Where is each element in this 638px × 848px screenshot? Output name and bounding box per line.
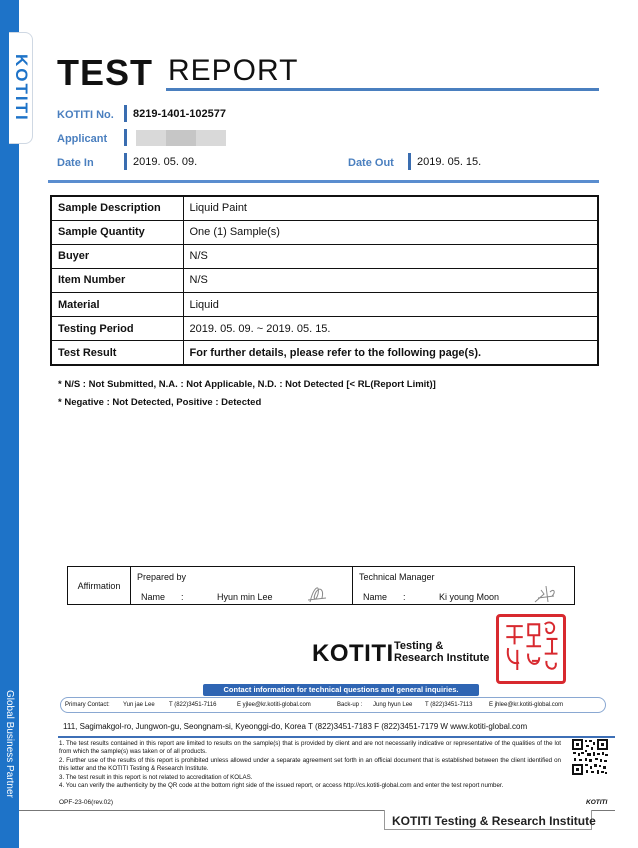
tech-signature [532,582,558,606]
table-row [51,293,598,317]
footnotes [59,740,561,790]
field-divider [124,153,127,170]
institute-line2: Research Institute [394,652,490,664]
backup-contact-label: Back-up : [337,702,363,708]
table-row [51,268,598,292]
footnote-1: 1. The test results contained in this report are limited to results on the sample(s) that is provided by client and are not necessarily indicative or representative of the qualities of the lot from which the sample(s) was taken or of all products. [59,740,561,756]
row-label: Test Result [51,341,183,365]
result-legend-note: * Negative : Not Detected, Positive : Detected [58,397,262,408]
footer-logo: KOTITI [586,799,608,806]
prepared-name-label: Name [141,591,166,602]
prepared-signature [306,582,328,606]
title-report: REPORT [168,54,299,87]
table-row [51,244,598,268]
applicant-redacted [136,130,226,146]
institute-address: 111, Sagimakgol-ro, Jungwon-gu, Seongnam-si, Kyeonggi-do, Korea T (822)3451-7183 F (822)3451-7179 W www.kotiti-global.com [63,722,528,731]
date-in-value: 2019. 05. 09. [133,156,198,168]
primary-contact-email: E yjlee@kr.kotiti-global.com [237,702,311,708]
primary-contact-name: Yun jae Lee [123,702,155,708]
row-value: N/S [183,268,598,292]
contact-banner: Contact information for technical questions and general inquiries. [203,684,479,696]
field-divider [124,129,127,146]
primary-contact-label: Primary Contact: [65,702,110,708]
table-row [51,341,598,365]
institute-brand: KOTITI [312,640,394,667]
prepared-by-label: Prepared by [131,567,353,585]
footnote-4: 4. You can verify the authenticity by the QR code at the bottom right side of the issued report, or access http://cs.kotiti-global.com and enter the test report number. [59,782,504,790]
sample-info-table [50,195,599,366]
abbreviation-note: * N/S : Not Submitted, N.A. : Not Applicable, N.D. : Not Detected [< RL(Report Limit)] [58,379,436,390]
row-value: One (1) Sample(s) [183,220,598,244]
footnote-3: 3. The test result in this report is not related to accreditation of KOLAS. [59,773,253,781]
row-value: N/S [183,244,598,268]
table-row [51,317,598,341]
title-underline [166,88,599,91]
applicant-label: Applicant [57,133,108,145]
tech-name-colon: : [403,591,406,602]
institute-line1: Testing & [394,640,444,652]
tech-manager-label: Technical Manager [353,567,575,585]
title-test: TEST [57,52,154,93]
date-out-label: Date Out [348,157,394,169]
form-number: OPF-23-06(rev.02) [59,799,114,806]
kotiti-no-label: KOTITI No. [57,109,114,121]
qr-code-icon[interactable] [571,738,609,776]
footer-rule [58,736,615,738]
row-label: Material [51,293,183,317]
backup-contact-email: E jhlee@kr.kotiti-global.com [489,702,564,708]
table-row [51,220,598,244]
row-value: For further details, please refer to the following page(s). [183,341,598,365]
header-rule [48,180,599,183]
footnote-2: 2. Further use of the results of this report is prohibited unless allowed under a separate agreement set forth in an official document that is established between the client identified on this letter and the KOTITI Testing & Research Institute. [59,756,561,773]
date-in-label: Date In [57,157,94,169]
contact-box [60,697,606,713]
primary-contact-tel: T (822)3451-7116 [169,702,217,708]
backup-contact-name: Jung hyun Lee [373,702,413,708]
sidebar-tagline: Global Business Partner [4,690,15,798]
row-label: Item Number [51,268,183,292]
tech-name-value: Ki young Moon [439,591,500,602]
row-value: Liquid [183,293,598,317]
prepared-name-colon: : [181,591,184,602]
date-out-value: 2019. 05. 15. [417,156,482,168]
field-divider [408,153,411,170]
row-label: Buyer [51,244,183,268]
row-label: Testing Period [51,317,183,341]
row-label: Sample Quantity [51,220,183,244]
row-label: Sample Description [51,196,183,220]
field-divider [124,105,127,122]
tech-name-label: Name [363,591,388,602]
backup-contact-tel: T (822)3451-7113 [425,702,473,708]
kotiti-no-value: 8219-1401-102577 [133,108,226,120]
bottom-brand: KOTITI Testing & Research Institute [392,814,596,828]
table-row [51,196,598,220]
official-seal-icon [496,614,566,684]
row-value: Liquid Paint [183,196,598,220]
affirmation-label: Affirmation [68,567,131,605]
sidebar-logo: KOTITI [12,54,31,122]
prepared-name-value: Hyun min Lee [217,591,273,602]
row-value: 2019. 05. 09. ~ 2019. 05. 15. [183,317,598,341]
